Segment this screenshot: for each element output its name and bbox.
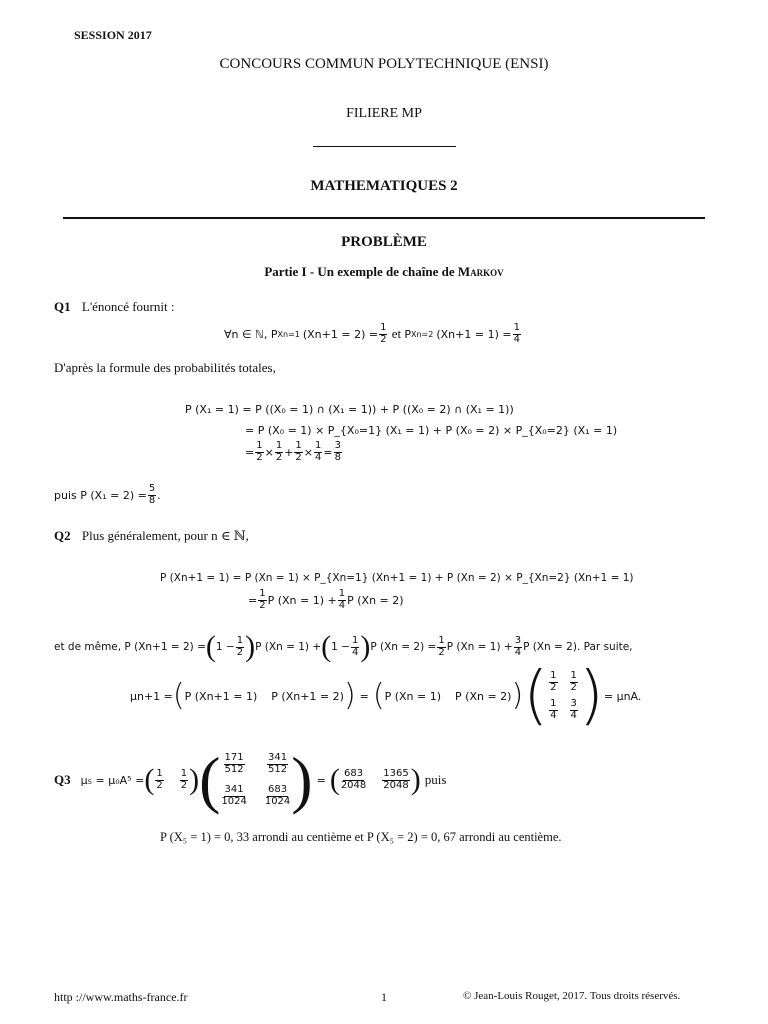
q2-same-b: P (Xn = 1) +: [255, 641, 322, 653]
frac-num: 1: [550, 670, 557, 681]
matrix-entry: [221, 753, 246, 775]
q1-line2: = P (X₀ = 1) × P_{X₀=1} (X₁ = 1) + P (X₀ = 2) × P_{X₀=2} (X₁ = 1): [245, 424, 618, 437]
q2-same: [54, 632, 633, 662]
session-label: SESSION 2017: [74, 28, 152, 42]
q1-line1: P (X₁ = 1) = P ((X₀ = 1) ∩ (X₁ = 1)) + P ((X₀ = 2) ∩ (X₁ = 1)): [185, 403, 514, 416]
q1-given-and: et: [388, 326, 405, 341]
problem-title: PROBLÈME: [341, 234, 427, 250]
frac-den: 2: [550, 681, 557, 693]
q1-given: [224, 323, 522, 345]
plus-sign: +: [284, 445, 294, 459]
matrix-a5: [220, 753, 291, 807]
frac-num: 1: [380, 322, 387, 333]
subject-title: MATHEMATIQUES 2: [310, 178, 458, 194]
part-prefix: Partie I - Un exemple de chaîne de: [264, 264, 458, 279]
frac: [255, 441, 263, 463]
frac-den: 1024: [221, 795, 247, 807]
frac-num: 5: [148, 483, 156, 494]
vector-entry: P (Xn+1 = 2): [271, 689, 344, 703]
mu-rhs: = μnA.: [603, 689, 642, 703]
frac-num: 1: [315, 440, 322, 451]
frac-den: 2: [180, 779, 188, 791]
q1-label: Q1: [54, 299, 71, 314]
vector-entry: [155, 769, 163, 791]
frac-den: 2: [256, 451, 263, 463]
q3-eq: =: [316, 773, 326, 787]
frac-num: 341: [268, 752, 288, 763]
q2-intro: Plus généralement, pour n ∈ ℕ,: [81, 528, 249, 543]
matrix-entry: [265, 753, 290, 775]
part-name: Markov: [457, 264, 504, 279]
q1-given-b-frac: [513, 323, 521, 345]
q1-given-b-sub: Xn=2: [411, 329, 434, 339]
frac-den: 4: [315, 451, 322, 463]
frac-num: 1: [438, 635, 445, 646]
q1-given-a: ∀n ∈ ℕ, P: [224, 327, 278, 341]
frac-num: 1: [570, 670, 577, 681]
frac-den: 4: [570, 709, 577, 721]
q2-label: Q2: [54, 528, 71, 543]
matrix-entry: [570, 671, 578, 693]
q1-given-b-rest: (Xn+1 = 1) =: [436, 327, 512, 341]
q1-then: puis P (X₁ = 2) = $\frac{5}{8}$ .: [54, 483, 161, 506]
q1-given-a-sub: Xn=1: [277, 329, 300, 339]
row-vector: [154, 769, 189, 791]
frac-num: 683: [268, 784, 288, 795]
frac-den: 2: [570, 681, 577, 693]
row-vector: [185, 690, 344, 703]
vector-entry: P (Xn = 2): [455, 689, 512, 703]
q1-given-a-rest: (Xn+1 = 2) =: [302, 327, 379, 341]
frac-den: 8: [148, 494, 156, 506]
q2-same-a: 1 −: [215, 641, 235, 653]
frac: [351, 636, 359, 658]
paren-close: ): [343, 678, 356, 713]
footer-url[interactable]: http ://www.maths-france.fr: [54, 990, 188, 1004]
paren-open: (: [205, 630, 216, 663]
frac-den: 2: [275, 451, 283, 463]
frac-num: 1: [295, 440, 302, 451]
eq-sign: =: [245, 445, 255, 459]
vector-entry: P (Xn+1 = 1): [184, 689, 258, 703]
q3-equation: [54, 744, 447, 815]
frac-den: 512: [268, 763, 288, 775]
q3-label: Q3: [54, 772, 71, 787]
times-sign: ×: [303, 445, 313, 459]
paren-close: ): [511, 678, 524, 713]
frac: [275, 441, 283, 463]
q1-intro: L'énoncé fournit :: [81, 299, 175, 314]
q2-mu-equation: [130, 659, 642, 733]
frac-num: 1: [513, 322, 520, 333]
paren-close: ): [360, 630, 371, 663]
vector-entry: P (Xn = 1): [384, 689, 442, 703]
frac-num: 3: [570, 698, 577, 709]
frac: [294, 441, 302, 463]
q2-same-text: et de même, P (Xn+1 = 2) =: [54, 641, 206, 653]
frac-den: 4: [351, 646, 359, 658]
frac-den: 2: [259, 599, 266, 611]
paren-open: (: [321, 630, 332, 663]
q2-line2: [248, 589, 404, 611]
matrix-paren-open: (: [523, 659, 549, 733]
q1-given-a-frac: [379, 323, 387, 345]
frac-num: 1: [338, 588, 346, 599]
part-title: [0, 264, 768, 280]
q3-puis: puis: [424, 772, 447, 787]
filiere-title: FILIERE MP: [346, 106, 422, 121]
frac-den: 512: [224, 763, 244, 775]
frac-num: 683: [343, 768, 364, 779]
frac-den: 8: [334, 451, 341, 463]
q1-given-b: P: [404, 327, 411, 341]
frac-den: 2048: [383, 779, 409, 791]
q2-same-d: P (Xn = 2) =: [370, 641, 437, 653]
matrix-entry: [221, 785, 246, 807]
frac-num: 1: [550, 698, 557, 709]
q1-line3: [245, 441, 343, 463]
paren-open: (: [144, 763, 155, 796]
frac-num: 1365: [383, 768, 409, 779]
frac-den: 4: [514, 646, 522, 658]
matrix-a: [548, 671, 579, 721]
frac-num: 1: [236, 635, 244, 646]
vector-entry: [180, 769, 188, 791]
frac-den: 2: [236, 646, 244, 658]
q3-final: P (X₅ = 1) = 0, 33 arrondi au centième et P (X₅ = 2) = 0, 67 arrondi au centième.: [160, 830, 562, 844]
q2-same-e: P (Xn = 1) +: [446, 641, 513, 653]
short-divider: [313, 146, 456, 147]
frac-num: 341: [224, 784, 244, 795]
matrix-paren-open: (: [199, 744, 221, 815]
result-vector: [340, 769, 411, 791]
frac-num: 1: [256, 440, 263, 451]
frac-num: 171: [224, 752, 244, 763]
frac-den: 2: [156, 779, 163, 791]
frac-num: 1: [180, 768, 188, 779]
eq-sign: =: [359, 689, 369, 703]
frac: [514, 636, 522, 658]
frac-den: 4: [550, 709, 557, 721]
frac: [338, 589, 346, 611]
vector-entry: [341, 769, 366, 791]
q3-lhs: μ₅ = μ₀A⁵ =: [80, 773, 145, 787]
frac: [334, 441, 342, 463]
paren-open: (: [372, 678, 385, 713]
frac-num: 1: [351, 635, 359, 646]
frac-num: 3: [514, 635, 522, 646]
frac-den: 2: [380, 333, 387, 345]
matrix-entry: [265, 785, 290, 807]
q1-formula-text: D'après la formule des probabilités totales,: [54, 360, 276, 375]
contest-title: CONCOURS COMMUN POLYTECHNIQUE (ENSI): [219, 56, 549, 72]
vector-entry: [382, 769, 409, 791]
frac-num: 3: [334, 440, 341, 451]
frac-den: 1024: [264, 795, 291, 807]
frac: [236, 636, 244, 658]
q2-intro-line: [54, 528, 249, 544]
paren-open: (: [329, 763, 340, 796]
frac-den: 2: [295, 451, 302, 463]
paren-open: (: [172, 678, 185, 713]
q2-line1: P (Xn+1 = 1) = P (Xn = 1) × P_{Xn=1} (Xn+1 = 1) + P (Xn = 2) × P_{Xn=2} (Xn+1 = 1): [160, 572, 634, 584]
eq-sign: =: [323, 445, 333, 459]
row-vector: [385, 690, 512, 703]
q1-then-text: puis P (X₁ = 2) =: [54, 488, 147, 502]
paren-close: ): [410, 763, 421, 796]
frac: [437, 636, 445, 658]
frac-num: 1: [275, 440, 283, 451]
paren-close: ): [189, 763, 200, 796]
frac-den: 4: [338, 599, 346, 611]
long-divider: [63, 217, 705, 219]
matrix-entry: [549, 699, 557, 721]
matrix-paren-close: ): [291, 744, 313, 815]
frac-den: 2: [438, 646, 445, 658]
frac-den: 4: [513, 333, 520, 345]
frac-num: 1: [156, 768, 163, 779]
paren-close: ): [245, 630, 256, 663]
q2-same-c: 1 −: [331, 641, 350, 653]
frac: [314, 441, 322, 463]
frac-den: 2048: [340, 779, 367, 791]
q2-same-f: P (Xn = 2). Par suite,: [523, 641, 633, 653]
q2-line2-a: P (Xn = 1) +: [267, 593, 337, 607]
frac: [258, 589, 266, 611]
mu-lhs: μn+1 =: [130, 689, 173, 703]
eq-sign: =: [248, 593, 258, 607]
frac-num: 1: [259, 588, 266, 599]
footer-copyright: © Jean-Louis Rouget, 2017. Tous droits réservés.: [463, 990, 681, 1002]
times-sign: ×: [264, 445, 274, 459]
matrix-paren-close: ): [578, 659, 604, 733]
q2-line2-b: P (Xn = 2): [347, 593, 404, 607]
matrix-entry: [570, 699, 578, 721]
q1-intro-line: [54, 299, 174, 315]
matrix-entry: [549, 671, 557, 693]
q1-then-frac: [148, 484, 156, 506]
page-number: 1: [381, 990, 387, 1004]
